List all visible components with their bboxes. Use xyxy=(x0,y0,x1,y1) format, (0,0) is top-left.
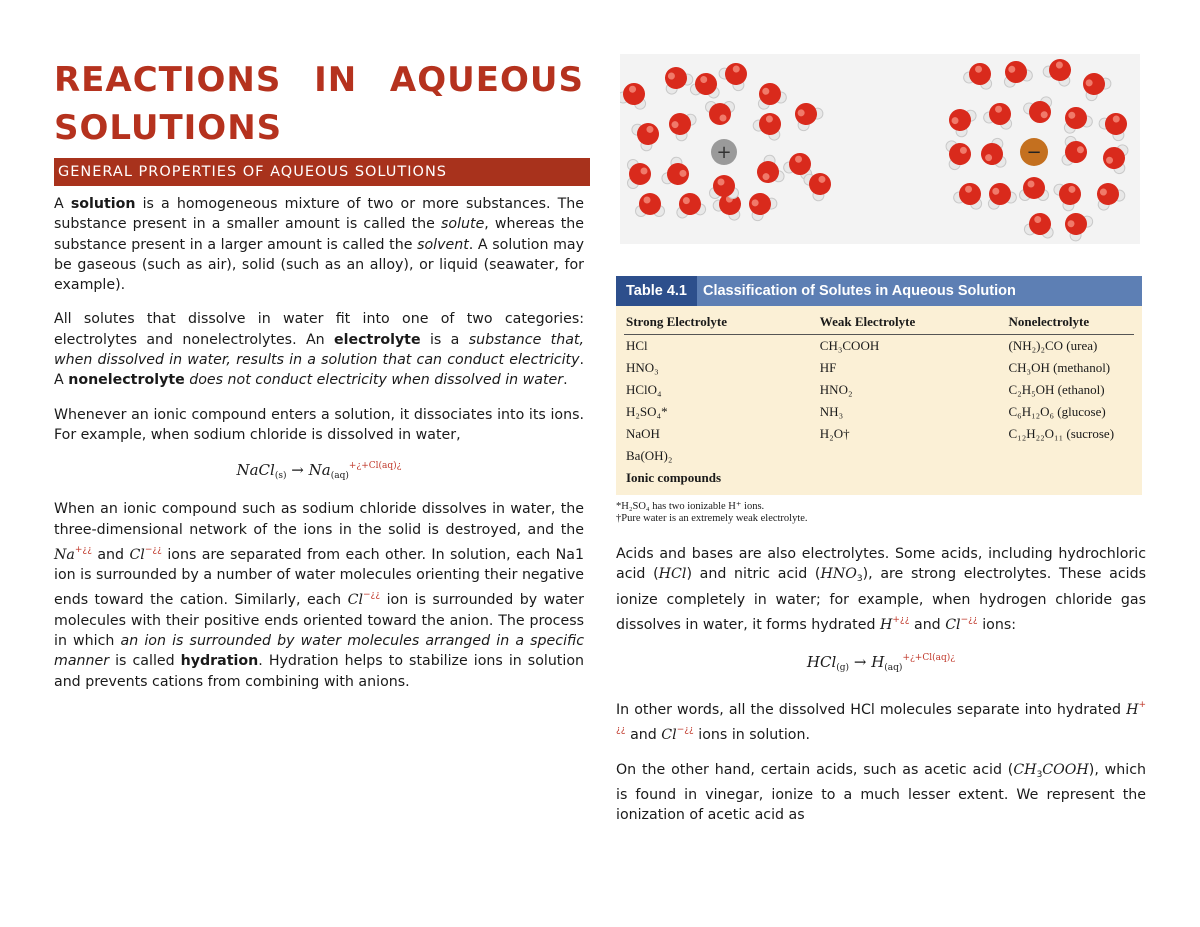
table-cell: HNO₂ xyxy=(819,382,853,397)
table-row xyxy=(624,335,1134,358)
table-cell xyxy=(818,445,1007,467)
table-row xyxy=(624,379,1134,401)
paragraph-hydrated-ions: In other words, all the dissolved HCl molecules separate into hydrated H+¿¿ and Cl−¿¿ ions in solution. xyxy=(616,700,1146,744)
paragraph-hydration: When an ionic compound such as sodium chloride dissolves in water, the three-dimensional network of the ions in the solid is destroyed, and the Na+¿¿ and Cl−¿¿ ions are separated from each other. In solution, each Na1 ion is surrounded by a number of water molecules orienting their negative ends toward the cation. Similarly, each Cl−¿¿ ion is surrounded by water molecules with their positive ends oriented toward the anion. The process in which an ion is surrounded by water molecules arranged in a specific manner is called hydration. Hydration helps to stabilize ions in solution and prevents cations from combining with anions. xyxy=(54,501,584,690)
table-cell: HClO₄ xyxy=(626,382,662,397)
table-cell xyxy=(818,467,1007,489)
table-cell: CH₃COOH xyxy=(819,338,880,353)
table-body xyxy=(616,306,1142,495)
table-cell: Ba(OH)₂ xyxy=(626,448,673,463)
table-cell: CH₃OH (methanol) xyxy=(1008,360,1111,375)
table-cell: HNO₃ xyxy=(626,360,659,375)
column-header-non: Nonelectrolyte xyxy=(1006,310,1134,335)
paragraph-acetic-acid: On the other hand, certain acids, such as acetic acid $(CH_3COOH)$, which is found in vinegar, ionize to a much lesser extent. We represent the ionization of acetic acid as xyxy=(616,761,1146,824)
table-footnote-1: *H₂SO₄ has two ionizable H⁺ ions. xyxy=(616,501,765,512)
table-4-1 xyxy=(616,276,1142,525)
table-cell: C₂H₅OH (ethanol) xyxy=(1008,382,1105,397)
plus-sign-icon: + xyxy=(716,142,732,163)
table-cell xyxy=(1006,445,1134,467)
table-cell: (NH₂)₂CO (urea) xyxy=(1008,338,1098,353)
right-column-text xyxy=(616,544,1146,826)
table-cell: Ionic compounds xyxy=(626,470,721,485)
paragraph-acids: Acids and bases are also electrolytes. Some acids, including hydrochloric acid (HCl) and nitric acid $(HNO_3)$, are strong electrolytes. These acids ionize completely in water; for example, when hydrogen chloride gas dissolves in water, it forms hydrated H+¿¿ and Cl−¿¿ ions: xyxy=(616,546,1146,633)
table-cell: NH₃ xyxy=(819,404,844,419)
table-header-bar xyxy=(616,276,1142,306)
section-heading: GENERAL PROPERTIES OF AQUEOUS SOLUTIONS xyxy=(54,158,590,186)
table-row xyxy=(624,445,1134,467)
hydrated-ions-illustration xyxy=(620,54,1140,244)
table-cell xyxy=(1006,467,1134,489)
column-header-strong: Strong Electrolyte xyxy=(624,310,818,335)
table-cell: C₁₂H₂₂O₁₁ (sucrose) xyxy=(1008,426,1115,441)
left-column xyxy=(54,56,584,692)
equation-hcl: $HCl_{(g)} \to H_{(aq)}^{+¿+Cl(aq)¿}$ xyxy=(806,653,956,674)
paragraph-dissociation: Whenever an ionic compound enters a solution, it dissociates into its ions. For example, when sodium chloride is dissolved in water, xyxy=(54,406,584,443)
table-cell: HF xyxy=(819,360,837,375)
paragraph-electrolytes: All solutes that dissolve in water fit into one of two categories: electrolytes and nonelectrolytes. An electrolyte is a substance that, when dissolved in water, results in a solution that can conduct electricity. A nonelectrolyte does not conduct electricity when dissolved in water. xyxy=(54,311,585,389)
table-cell: NaOH xyxy=(626,426,660,441)
paragraph-solution: A solution is a homogeneous mixture of two or more substances. The substance present in a smaller amount is called the solute, whereas the substance present in a larger amount is called the solvent. A solution may be gaseous (such as air), solid (such as an alloy), or liquid (seawater, for example). xyxy=(54,196,584,294)
page-title: REACTIONS IN AQUEOUS SOLUTIONS xyxy=(54,60,584,148)
table-cell: H₂SO₄* xyxy=(626,404,668,419)
table-row xyxy=(624,423,1134,445)
table-footnote-2: †Pure water is an extremely weak electrolyte. xyxy=(616,513,808,524)
table-row xyxy=(624,467,1134,489)
equation-nacl: NaCl$_{(s)}$ → $Na_{(aq)}^{+¿+Cl(aq)¿}$ xyxy=(236,461,402,482)
table-row xyxy=(624,357,1134,379)
table-caption: Classification of Solutes in Aqueous Solution xyxy=(702,283,1016,299)
column-header-weak: Weak Electrolyte xyxy=(818,310,1007,335)
table-row xyxy=(624,401,1134,423)
table-number: Table 4.1 xyxy=(616,276,697,306)
table-cell: HCl xyxy=(626,338,648,353)
table-cell: C₆H₁₂O₆ (glucose) xyxy=(1008,404,1106,419)
table-cell: H₂O† xyxy=(819,426,850,441)
minus-sign-icon: − xyxy=(1026,142,1042,163)
